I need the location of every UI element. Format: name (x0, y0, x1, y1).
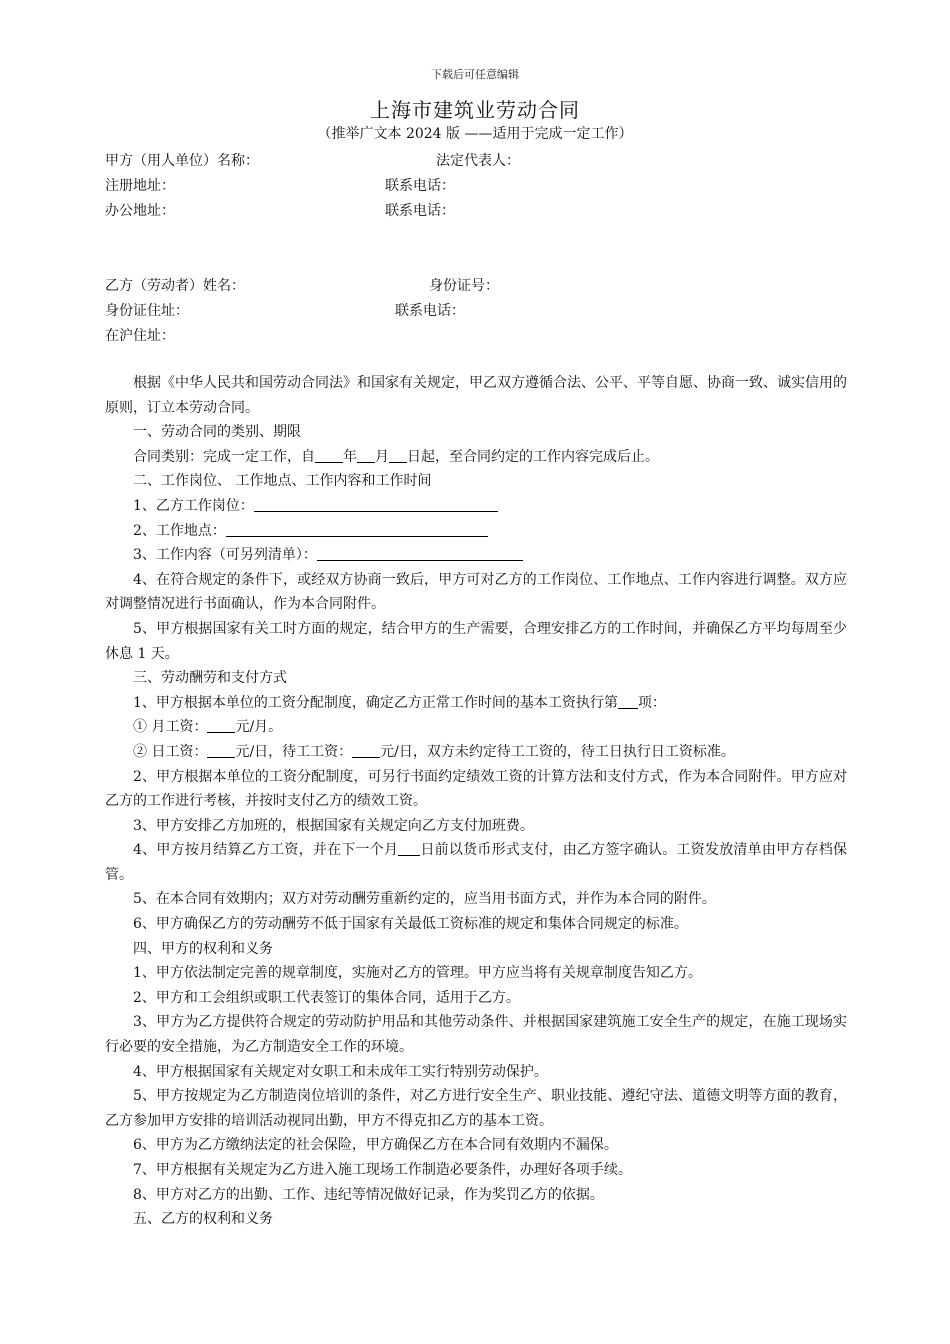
contract-type-text-b: 年 (343, 448, 357, 465)
daily-wage-blank[interactable] (207, 743, 235, 758)
party-a-office-address-label: 办公地址： (105, 203, 175, 219)
section-4-item-2: 2、甲方和工会组织或职工代表签订的集体合同，适用于乙方。 (133, 989, 520, 1006)
contract-type-text-a: 合同类别：完成一定工作，自 (133, 448, 315, 465)
work-content-label: 3、工作内容（可另列清单）： (133, 547, 317, 564)
standby-wage-note: 元/日，双方未约定待工工资的，待工日执行日工资标准。 (380, 743, 735, 760)
section-1-contract-type (105, 445, 847, 470)
section-3-item-6: 6、甲方确保乙方的劳动酬劳不低于国家有关最低工资标准的规定和集体合同规定的标准。 (133, 916, 688, 933)
contract-title: 上海市建筑业劳动合同 (370, 98, 580, 122)
start-day-blank[interactable] (389, 448, 407, 463)
section-2-item-5: 5、甲方根据国家有关工时方面的规定，结合甲方的生产需要，合理安排乙方的工作时间，并确保乙方平均每周至少休息 1 天。 (105, 620, 847, 662)
monthly-wage-label: ① 月工资： (133, 719, 208, 736)
party-a-reg-address-label: 注册地址： (105, 178, 175, 194)
section-4-item-3: 3、甲方为乙方提供符合规定的劳动防护用品和其他劳动条件、并根据国家建筑施工安全生产的规定，在施工现场实行必要的安全措施，为乙方制造安全工作的环境。 (105, 1014, 847, 1056)
section-2-item-1 (105, 494, 847, 519)
contract-body (105, 371, 847, 1232)
party-b-sh-address-label: 在沪住址： (105, 328, 175, 344)
party-b-id-label: 身份证号： (429, 278, 499, 294)
job-position-blank[interactable] (254, 497, 498, 512)
section-3-item-5: 5、在本合同有效期内；双方对劳动酬劳重新约定的，应当用书面方式，并作为本合同的附件。 (133, 891, 716, 908)
monthly-wage-unit: 元/月。 (235, 719, 283, 736)
section-4-item-4: 4、甲方根据国家有关规定对女职工和未成年工实行特别劳动保护。 (133, 1063, 548, 1080)
section-3-option-daily (105, 740, 847, 765)
section-2-item-3 (105, 543, 847, 568)
work-location-label: 2、工作地点： (133, 522, 226, 539)
section-5-title: 五、乙方的权利和义务 (133, 1211, 273, 1228)
pay-day-text-a: 4、甲方按月结算乙方工资，并在下一个月 (133, 842, 399, 859)
monthly-wage-blank[interactable] (207, 718, 235, 733)
section-2-title: 二、工作岗位、 工作地点、工作内容和工作时间 (133, 473, 432, 490)
wage-option-text-b: 项： (637, 694, 666, 711)
section-4-item-7: 7、甲方根据有关规定为乙方进入施工现场工作制造必要条件，办理好各项手续。 (133, 1162, 632, 1178)
contract-type-text-d: 日起，至合同约定的工作内容完成后止。 (407, 448, 659, 465)
section-3-item-4 (105, 838, 847, 887)
work-content-blank[interactable] (317, 546, 523, 561)
start-month-blank[interactable] (357, 448, 375, 463)
section-3-item-3: 3、甲方安排乙方加班的，根据国家有关规定向乙方支付加班费。 (133, 817, 534, 834)
section-4-title: 四、甲方的权利和义务 (133, 940, 273, 957)
job-position-label: 1、乙方工作岗位： (133, 497, 254, 514)
intro-paragraph: 根据《中华人民共和国劳动合同法》和国家有关规定，甲乙双方遵循合法、公平、平等自愿、协商一致、诚实信用的原则，订立本劳动合同。 (105, 375, 847, 416)
daily-wage-label: ② 日工资： (133, 743, 208, 760)
section-3-item-1 (105, 691, 847, 716)
work-location-blank[interactable] (226, 522, 488, 537)
section-2-item-2 (105, 519, 847, 544)
party-b-phone-label: 联系电话： (395, 303, 465, 319)
party-a-phone2-label: 联系电话： (385, 203, 455, 219)
party-a-legal-rep-label: 法定代表人： (436, 153, 520, 169)
download-note: 下载后可任意编辑 (431, 68, 519, 81)
section-3-item-2: 2、甲方根据本单位的工资分配制度，可另行书面约定绩效工资的计算方法和支付方式，作为本合同附件。甲方应对乙方的工作进行考核，并按时支付乙方的绩效工资。 (105, 768, 847, 810)
pay-day-text-b: 日前以货币形式支付，由乙方签字确认。工资发放清单由甲方存档保管。 (105, 842, 848, 883)
pay-day-blank[interactable] (398, 841, 420, 856)
section-4-item-6: 6、甲方为乙方缴纳法定的社会保险，甲方确保乙方在本合同有效期内不漏保。 (133, 1137, 618, 1154)
start-year-blank[interactable] (315, 448, 343, 463)
section-3-option-monthly (105, 715, 847, 740)
standby-wage-label: 元/日，待工工资： (235, 743, 353, 760)
section-4-item-1: 1、甲方依法制定完善的规章制度，实施对乙方的管理。甲方应当将有关规章制度告知乙方。 (133, 965, 702, 982)
party-b-name-label: 乙方（劳动者）姓名： (105, 278, 245, 294)
standby-wage-blank[interactable] (352, 743, 380, 758)
party-b-id-address-label: 身份证住址： (105, 303, 189, 319)
section-2-item-4: 4、在符合规定的条件下，或经双方协商一致后，甲方可对乙方的工作岗位、工作地点、工作内容进行调整。双方应对调整情况进行书面确认，作为本合同附件。 (105, 571, 847, 613)
wage-option-blank[interactable] (618, 694, 638, 709)
party-a-phone1-label: 联系电话： (385, 178, 455, 194)
section-3-title: 三、劳动酬劳和支付方式 (133, 670, 287, 687)
contract-type-text-c: 月 (375, 448, 389, 465)
section-4-item-5: 5、甲方按规定为乙方制造岗位培训的条件，对乙方进行安全生产、职业技能、遵纪守法、道德文明等方面的教育，乙方参加甲方安排的培训活动视同出勤，甲方不得克扣乙方的基本工资。 (105, 1088, 847, 1129)
section-4-item-8: 8、甲方对乙方的出勤、工作、违纪等情况做好记录，作为奖罚乙方的依据。 (133, 1186, 604, 1203)
contract-subtitle: （推举广文本 2024 版 ——适用于完成一定工作） (317, 126, 633, 142)
party-a-name-label: 甲方（用人单位）名称： (105, 153, 259, 169)
wage-option-text-a: 1、甲方根据本单位的工资分配制度，确定乙方正常工作时间的基本工资执行第 (133, 694, 618, 711)
section-1-title: 一、劳动合同的类别、期限 (133, 424, 301, 441)
